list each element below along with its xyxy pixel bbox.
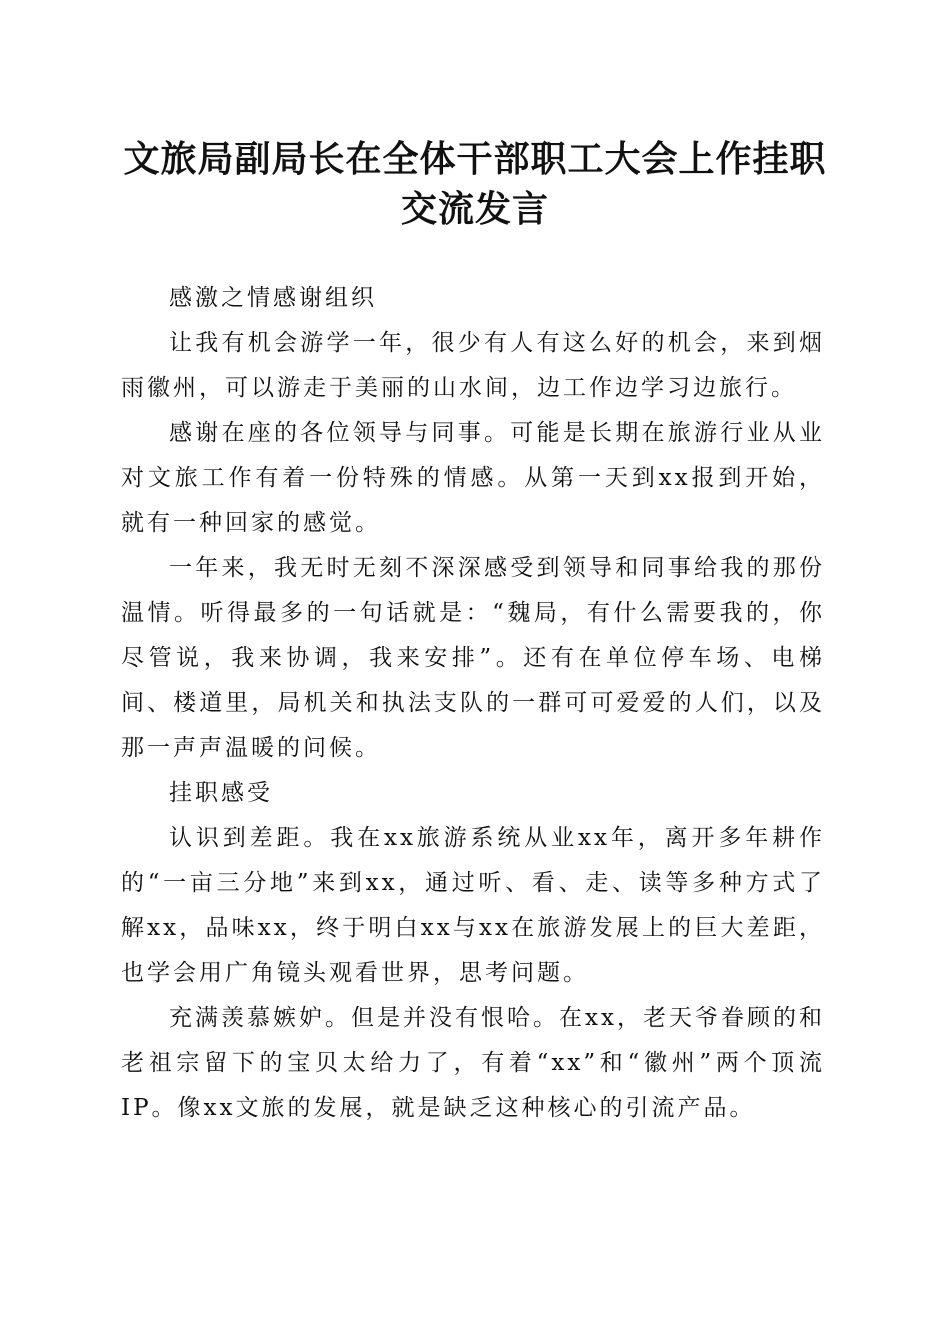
section-heading: 感激之情感谢组织: [169, 285, 377, 311]
body-paragraph: 充满羡慕嫉妒。但是并没有恨哈。在xx，老天爷眷顾的和老祖宗留下的宝贝太给力了，有着“xx”和“徽州”两个顶流IP。像xx文旅的发展，就是缺乏这种核心的引流产品。: [121, 1005, 825, 1121]
body-paragraph: 让我有机会游学一年，很少有人有这么好的机会，来到烟雨徽州，可以游走于美丽的山水间，边工作边学习边旅行。: [121, 330, 825, 401]
document-body: [121, 276, 825, 1131]
document-title: 文旅局副局长在全体干部职工大会上作挂职交流发言: [123, 138, 827, 230]
body-paragraph: 认识到差距。我在xx旅游系统从业xx年，离开多年耕作的“一亩三分地”来到xx，通过听、看、走、读等多种方式了解xx，品味xx，终于明白xx与xx在旅游发展上的巨大差距，也学会用广角镜头观看世界，思考问题。: [121, 825, 825, 986]
body-paragraph: 感谢在座的各位领导与同事。可能是长期在旅游行业从业对文旅工作有着一份特殊的情感。从第一天到xx报到开始，就有一种回家的感觉。: [121, 420, 825, 536]
body-paragraph: 一年来，我无时无刻不深深感受到领导和同事给我的那份温情。听得最多的一句话就是：“魏局，有什么需要我的，你尽管说，我来协调，我来安排”。还有在单位停车场、电梯间、楼道里，局机关和执法支队的一群可可爱爱的人们，以及那一声声温暖的问候。: [121, 555, 825, 761]
section-heading: 挂职感受: [169, 780, 273, 806]
